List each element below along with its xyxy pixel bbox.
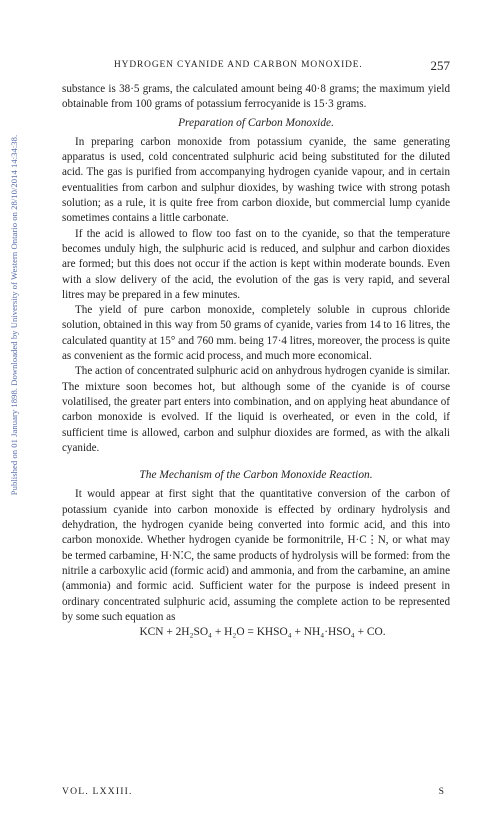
paragraph: In preparing carbon monoxide from potassium cyanide, the same generating apparatus is used, cold concentrated sulphuric acid being substituted for the diluted acid. The gas is purified from accompanying hydrogen cyanide vapour, and in certain eventualities from carbon and sulphur dioxides, by washing twice with strong potash solution; as a rule, it is quite free from carbon dioxide, but commercial lump cyanide sometimes contains a little carbonate. xyxy=(62,135,450,225)
chemical-equation: KCN + 2H₂SO₄ + H₂O = KHSO₄ + NH₄·HSO₄ + CO. xyxy=(139,626,386,639)
paragraph: The action of concentrated sulphuric acid on anhydrous hydrogen cyanide is similar. The mixture soon becomes hot, but although some of the cyanide is of course volatilised, the greater part enters into combination, and on applying heat abundance of carbon monoxide is evolved. If the liquid is overheated, or even in the cold, if sufficient time is allowed, carbon and sulphur dioxides are formed, as with the alkali cyanide. xyxy=(62,365,450,454)
body-text xyxy=(62,82,450,640)
running-title: HYDROGEN CYANIDE AND CARBON MONOXIDE. xyxy=(114,60,363,70)
page-number: 257 xyxy=(430,58,450,73)
paragraph-continued: substance is 38·5 grams, the calculated amount being 40·8 grams; the maximum yield obtainable from 100 grams of potassium ferrocyanide is 15·3 grams. xyxy=(62,83,450,111)
paragraph: It would appear at first sight that the quantitative conversion of the carbon of potassium cyanide into carbon monoxide is effected by ordinary hydrolysis and dehydration, the hydrogen cyanide being converted into formic acid, and this into carbon monoxide. Whether hydrogen cyanide be formonitrile, H·C⋮N, or what may be termed carbamine, H·N⁚C, the same products of hydrolysis will be formed: from the nitrile a carboxylic acid (formic acid) and ammonia, and from the carbamine, an amine (ammonia) and formic acid. Sufficient water for the purpose is indeed present in ordinary concentrated sulphuric acid, assuming the complete action to be represented by some such equation as xyxy=(62,488,450,623)
section-heading-preparation: Preparation of Carbon Monoxide. xyxy=(178,116,334,129)
running-header xyxy=(62,58,450,74)
signature-mark: S xyxy=(438,786,444,797)
volume-label: VOL. LXXIII. xyxy=(62,786,133,797)
sidebar-download-note xyxy=(1,80,27,550)
paragraph: If the acid is allowed to flow too fast on to the cyanide, so that the temperature becomes unduly high, the sulphuric acid is reduced, and sulphur and carbon dioxides are formed; but this does not occur if the action is kept within moderate bounds. Even with a slow delivery of the acid, the evolution of the gas is very rapid, and several litres may be prepared in a few minutes. xyxy=(62,227,450,301)
paragraph: The yield of pure carbon monoxide, completely soluble in cuprous chloride solution, obtained in this way from 50 grams of cyanide, varies from 14 to 16 litres, the calculated quantity at 15° and 760 mm. being 17·4 litres, moreover, the process is quite as convenient as the formic acid process, and much more economical. xyxy=(62,304,450,363)
page-footer xyxy=(62,786,450,800)
section-heading-mechanism: The Mechanism of the Carbon Monoxide Reaction. xyxy=(139,469,373,482)
sidebar-text: Published on 01 January 1898. Downloaded by University of Western Ontario on 28/10/2014 14:34:38. xyxy=(9,134,19,496)
